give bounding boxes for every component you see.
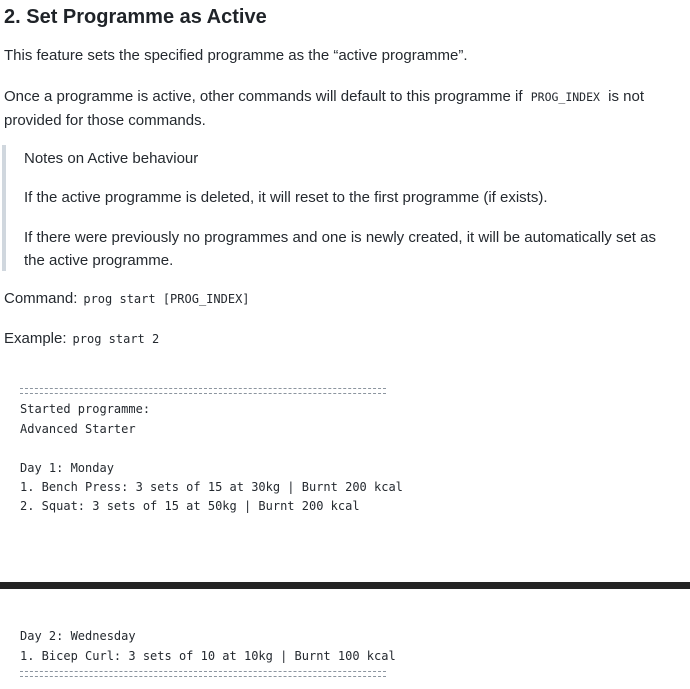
- intro-text: This feature sets the specified programme as the “active programme”.: [4, 47, 468, 64]
- output-day-1: Day 1: Monday: [20, 461, 114, 475]
- example-code: prog start 2: [72, 332, 160, 346]
- active-description-text: Once a programme is active, other commands will default to this programme if: [4, 88, 523, 105]
- section-title: 2. Set Programme as Active: [4, 6, 267, 28]
- blockquote-bar: [2, 145, 6, 271]
- page-divider: [0, 582, 690, 589]
- example-label: Example:: [4, 330, 67, 347]
- note-line-2: [24, 226, 688, 272]
- output-day-1-exercise-1: 1. Bench Press: 3 sets of 15 at 30kg | Burnt 200 kcal: [20, 480, 403, 494]
- example-line: [4, 330, 159, 347]
- note-blockquote: [0, 145, 690, 271]
- note-title: Notes on Active behaviour: [24, 150, 199, 167]
- active-description-line2: provided for those commands.: [4, 112, 206, 129]
- output-programme-name: Advanced Starter: [20, 422, 136, 436]
- output-day-2: Day 2: Wednesday: [20, 629, 136, 643]
- active-description-tail: is not: [608, 88, 644, 105]
- command-line: [4, 290, 250, 307]
- output-separator-top: [20, 388, 386, 394]
- command-label: Command:: [4, 290, 78, 307]
- output-separator-bottom: [20, 671, 386, 677]
- active-description: [4, 85, 686, 132]
- note-line-2a: If there were previously no programmes and one is newly created, it will be automatically set as: [24, 229, 656, 246]
- output-day-2-exercise-1: 1. Bicep Curl: 3 sets of 10 at 10kg | Burnt 100 kcal: [20, 649, 396, 663]
- prog-index-code: PROG_INDEX: [530, 90, 600, 104]
- note-line-1: If the active programme is deleted, it will reset to the first programme (if exists).: [24, 189, 548, 206]
- note-line-2b: the active programme.: [24, 252, 174, 269]
- output-started: Started programme:: [20, 402, 151, 416]
- output-day-1-exercise-2: 2. Squat: 3 sets of 15 at 50kg | Burnt 200 kcal: [20, 499, 360, 513]
- command-code: prog start [PROG_INDEX]: [83, 292, 250, 306]
